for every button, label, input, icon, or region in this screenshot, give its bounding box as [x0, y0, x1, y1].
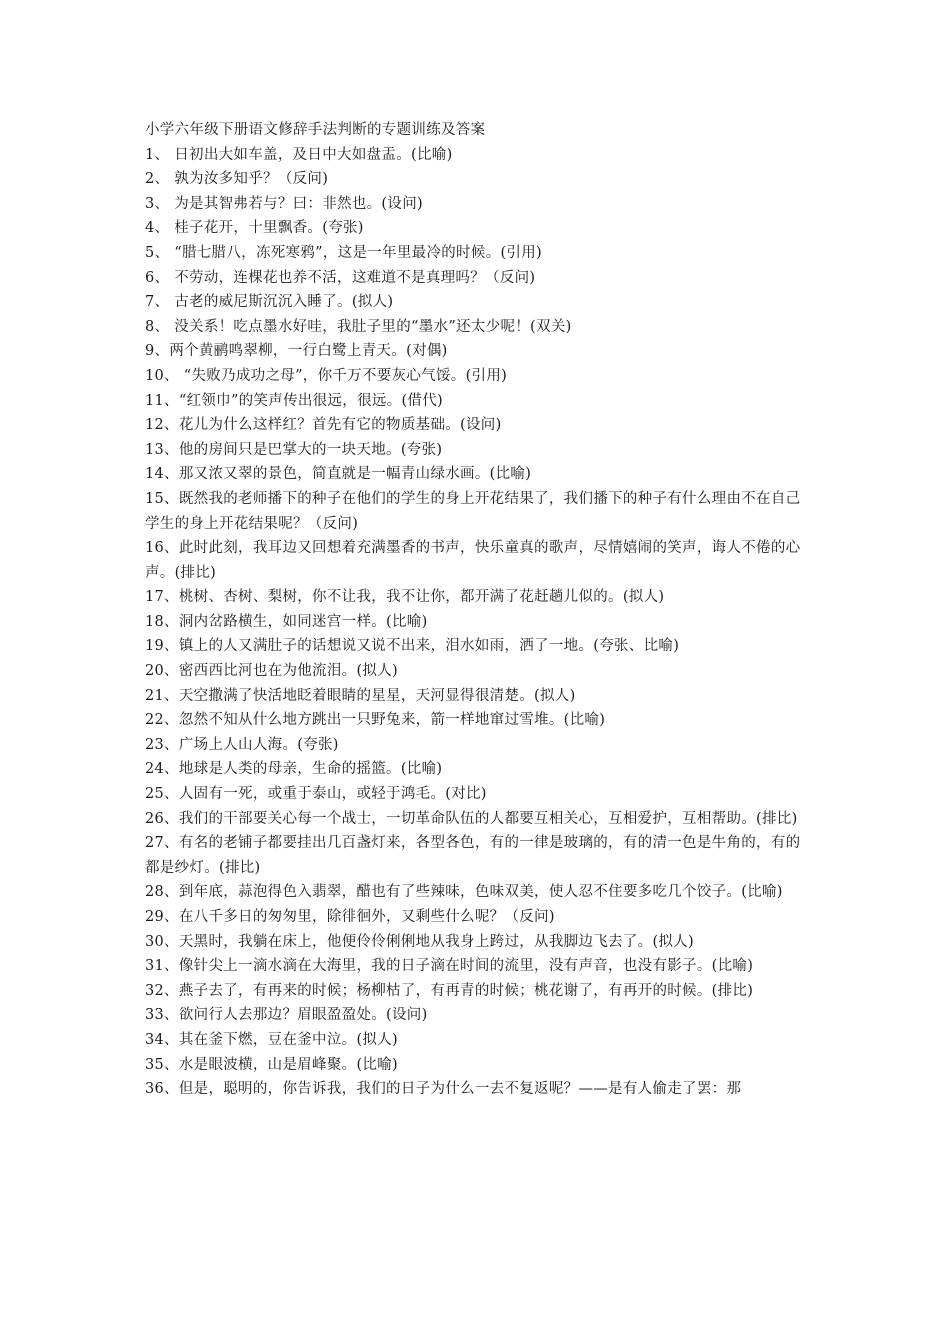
- question-item: 33、欲问行人去那边？眉眼盈盈处。(设问): [145, 1007, 428, 1024]
- question-item: 7、 古老的威尼斯沉沉入睡了。(拟人): [145, 294, 394, 311]
- question-item: 22、忽然不知从什么地方跳出一只野兔来，箭一样地窜过雪堆。(比喻): [145, 712, 606, 729]
- question-item: 11、“红领巾”的笑声传出很远，很远。(借代): [145, 392, 443, 409]
- question-item: 1、 日初出大如车盖，及日中大如盘盂。(比喻): [145, 146, 453, 163]
- question-item: 16、此时此刻，我耳边又回想着充满墨香的书声，快乐童真的歌声，尽情嬉闹的笑声，诲人不倦的心声。(排比): [145, 540, 801, 581]
- question-item: 20、密西西比河也在为他流泪。(拟人): [145, 663, 398, 680]
- question-item: 29、在八千多日的匆匆里，除徘徊外，又剩些什么呢？（反问): [145, 909, 555, 925]
- document-title: 小学六年级下册语文修辞手法判断的专题训练及答案: [145, 122, 486, 138]
- question-item: 5、 “腊七腊八，冻死寒鸦”，这是一年里最冷的时候。(引用): [145, 244, 542, 261]
- question-item: 9、两个黄鹂鸣翠柳，一行白鹭上青天。(对偶): [145, 343, 448, 360]
- question-item: 17、桃树、杏树、梨树，你不让我，我不让你，都开满了花赶趟儿似的。(拟人): [145, 589, 665, 606]
- question-item: 4、 桂子花开，十里飘香。(夸张): [145, 220, 364, 237]
- question-item: 23、广场上人山人海。(夸张): [145, 736, 339, 753]
- question-item: 13、他的房间只是巴掌大的一块天地。(夸张): [145, 441, 443, 458]
- question-item: 15、既然我的老师播下的种子在他们的学生的身上开花结果了，我们播下的种子有什么理由不在自己学生的身上开花结果呢？（反问): [145, 490, 801, 532]
- question-item: 36、但是，聪明的，你告诉我，我们的日子为什么一去不复返呢？——是有人偷走了罢：那: [145, 1081, 742, 1098]
- question-item: 35、水是眼波横，山是眉峰聚。(比喻): [145, 1056, 398, 1073]
- question-item: 27、有名的老铺子都要挂出几百盏灯来，各型各色，有的一律是玻璃的，有的清一色是牛角的，有的都是纱灯。(排比): [145, 835, 801, 876]
- question-item: 34、其在釜下燃，豆在釜中泣。(拟人): [145, 1031, 398, 1048]
- question-item: 18、洞内岔路横生，如同迷宫一样。(比喻): [145, 613, 428, 630]
- question-item: 25、人固有一死，或重于泰山，或轻于鸿毛。(对比): [145, 786, 487, 803]
- question-list: [145, 143, 813, 1102]
- question-item: 12、花儿为什么这样红？首先有它的物质基础。(设问): [145, 417, 502, 434]
- document-page: [145, 118, 813, 1102]
- question-item: 24、地球是人类的母亲，生命的摇篮。(比喻): [145, 761, 443, 778]
- question-item: 26、我们的干部要关心每一个战士，一切革命队伍的人都要互相关心，互相爱护，互相帮助。(排比): [145, 810, 798, 827]
- question-item: 2、 孰为汝多知乎？（反问): [145, 171, 329, 188]
- question-item: 31、像针尖上一滴水滴在大海里，我的日子滴在时间的流里，没有声音，也没有影子。(比喻): [145, 958, 754, 975]
- question-item: 28、到年底，蒜泡得色入翡翠，醋也有了些辣味，色味双美，使人忍不住要多吃几个饺子。(比喻): [145, 884, 783, 901]
- question-item: 21、天空撒满了快活地眨着眼睛的星星，天河显得很清楚。(拟人): [145, 687, 576, 704]
- question-item: 6、 不劳动，连棵花也养不活，这难道不是真理吗？（反问): [145, 269, 536, 286]
- question-item: 30、天黑时，我躺在床上，他便伶伶俐俐地从我身上跨过，从我脚边飞去了。(拟人): [145, 933, 694, 950]
- question-item: 3、 为是其智弗若与？曰：非然也。(设问): [145, 195, 423, 212]
- question-item: 10、 “失败乃成功之母”，你千万不要灰心气馁。(引用): [145, 367, 508, 384]
- question-item: 32、燕子去了，有再来的时候；杨柳枯了，有再青的时候；桃花谢了，有再开的时候。(排比): [145, 982, 754, 999]
- question-item: 19、镇上的人又满肚子的话想说又说不出来，泪水如雨，洒了一地。(夸张、比喻): [145, 638, 680, 655]
- question-item: 14、那又浓又翠的景色，简直就是一幅青山绿水画。(比喻): [145, 466, 532, 483]
- question-item: 8、 没关系！吃点墨水好哇，我肚子里的“墨水”还太少呢！(双关): [145, 318, 572, 335]
